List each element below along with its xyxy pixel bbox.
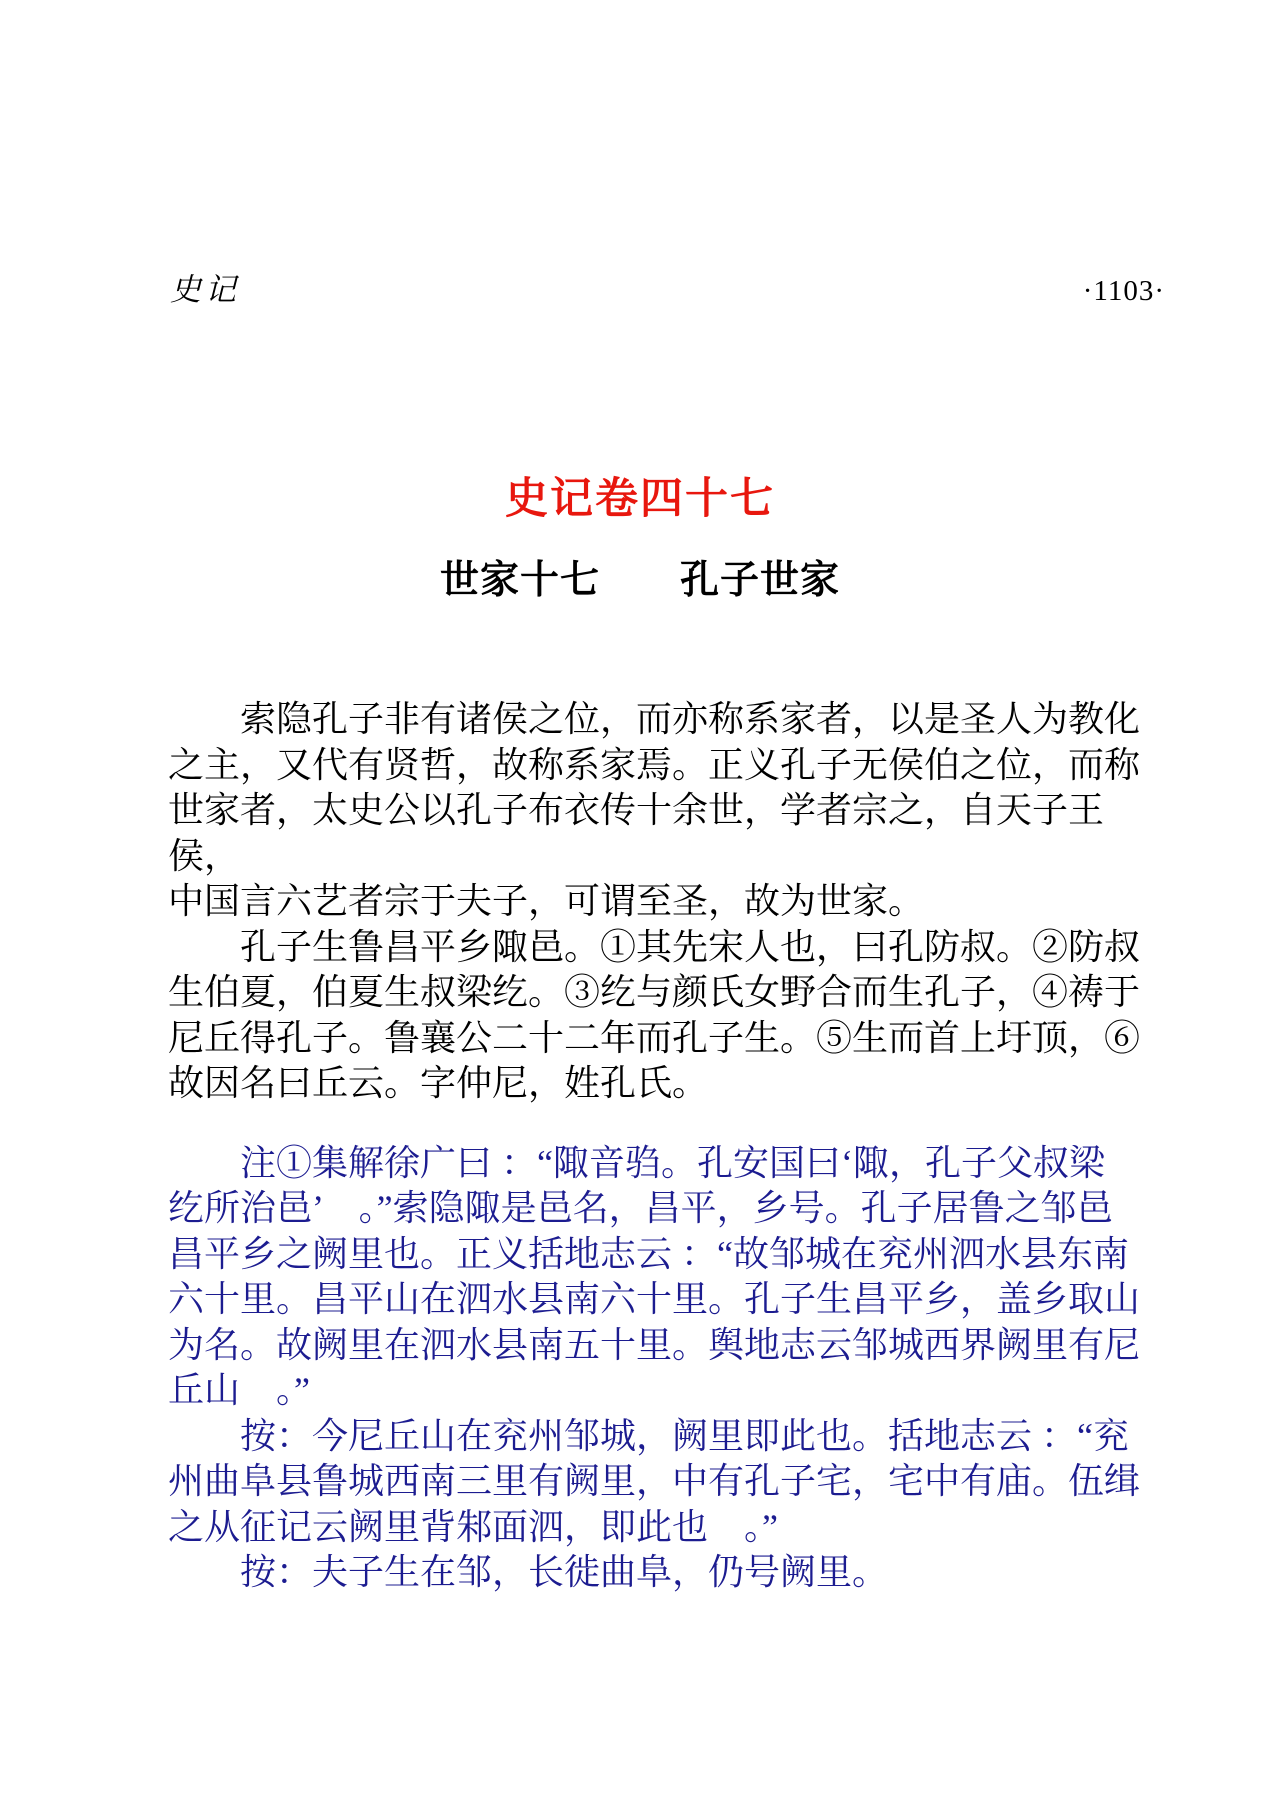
body-line: 尼丘得孔子。鲁襄公二十二年而孔子生。⑤生而首上圩顶，⑥ — [168, 1017, 1141, 1058]
section-title: 世家十七 孔子世家 — [439, 559, 840, 602]
annotation-line: 州曲阜县鲁城西南三里有阙里，中有孔子宅，宅中有庙。伍缉 — [168, 1461, 1141, 1501]
running-header-book-title: 史记 — [170, 272, 240, 307]
annotation-line: 注①集解徐广曰 ：“陬音驺。孔安国曰‘陬，孔子父叔梁 — [168, 1142, 1105, 1183]
page-number: ·1103· — [1082, 275, 1165, 307]
main-text — [168, 697, 1173, 1596]
section-spacer — [168, 1107, 1173, 1141]
annotation-line: 之从征记云阙里背邾面泗，即此也 。” — [168, 1506, 778, 1547]
annotation-line: 丘山 。” — [168, 1370, 310, 1410]
body-line: 之主，又代有贤哲，故称系家焉。正义孔子无侯伯之位，而称 — [168, 744, 1141, 785]
annotation-line: 纥所治邑’ 。”索隐陬是邑名，昌平，乡号。孔子居鲁之邹邑 — [168, 1188, 1113, 1228]
body-line: 故因名曰丘云。字仲尼，姓孔氏。 — [168, 1063, 709, 1103]
body-line: 索隐孔子非有诸侯之位，而亦称系家者，以是圣人为教化 — [168, 699, 1141, 739]
annotation-line: 昌平乡之阙里也。正义括地志云 ：“故邹城在兖州泗水县东南 — [168, 1233, 1129, 1274]
body-line: 生伯夏，伯夏生叔梁纥。③纥与颜氏女野合而生孔子，④祷于 — [168, 972, 1141, 1012]
body-line: 中国言六艺者宗于夫子，可谓至圣，故为世家。 — [168, 881, 925, 921]
annotation-line: 为名。故阙里在泗水县南五十里。舆地志云邹城西界阙里有尼 — [168, 1324, 1141, 1365]
body-line: 世家者，太史公以孔子布衣传十余世，学者宗之，自天子王侯， — [168, 790, 1105, 876]
chapter-title: 史记卷四十七 — [505, 475, 775, 523]
annotation-line: 按：夫子生在邹，长徙曲阜，仍号阙里。 — [168, 1552, 889, 1592]
annotation-line: 按：今尼丘山在兖州邹城，阙里即此也。括地志云 ：“兖 — [168, 1415, 1129, 1456]
page-header — [170, 264, 1165, 309]
annotation-line: 六十里。昌平山在泗水县南六十里。孔子生昌平乡，盖乡取山 — [168, 1279, 1141, 1319]
body-line: 孔子生鲁昌平乡陬邑。①其先宋人也，曰孔防叔。②防叔 — [168, 926, 1141, 967]
